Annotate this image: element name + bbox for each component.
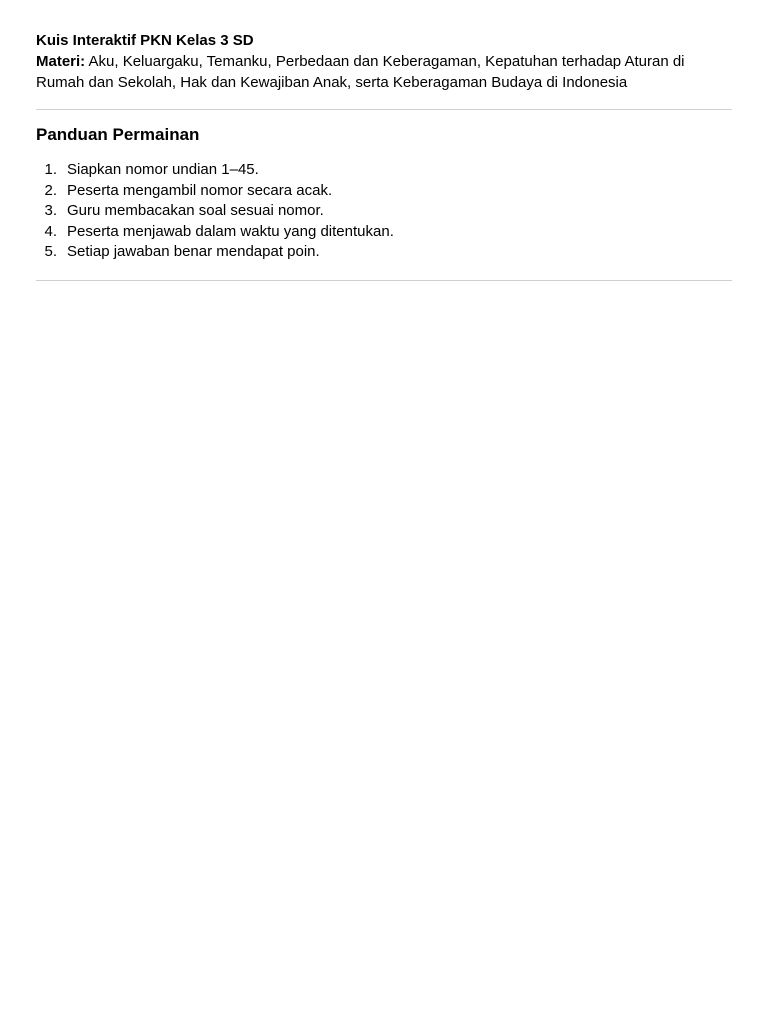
step-number: 3. (44, 202, 57, 219)
step-text: Setiap jawaban benar mendapat poin. (67, 243, 320, 260)
list-item (36, 222, 732, 243)
bottom-divider (36, 280, 732, 281)
document-title: Kuis Interaktif PKN Kelas 3 SD (36, 32, 254, 49)
materi-label: Materi: (36, 53, 86, 70)
list-item (36, 160, 732, 181)
step-number: 1. (44, 161, 57, 178)
step-text: Guru membacakan soal sesuai nomor. (67, 202, 324, 219)
step-text: Peserta menjawab dalam waktu yang ditentukan. (67, 222, 394, 240)
materi-text: Aku, Keluargaku, Temanku, Perbedaan dan Keberagaman, Kepatuhan terhadap Aturan di Rumah dan Sekolah, Hak dan Kewajiban Anak, serta Keberagaman Budaya di Indonesia (36, 53, 685, 91)
document-page (36, 31, 732, 281)
step-number: 4. (44, 222, 57, 240)
top-divider (36, 109, 732, 110)
materi-paragraph (36, 51, 732, 93)
step-text: Peserta mengambil nomor secara acak. (67, 181, 333, 199)
list-item (36, 242, 732, 263)
guide-title: Panduan Permainan (36, 125, 200, 144)
list-item (36, 181, 732, 202)
list-item (36, 201, 732, 222)
step-number: 5. (44, 243, 57, 260)
guide-steps-list (36, 160, 732, 263)
step-number: 2. (44, 181, 57, 199)
step-text: Siapkan nomor undian 1–45. (67, 161, 259, 178)
